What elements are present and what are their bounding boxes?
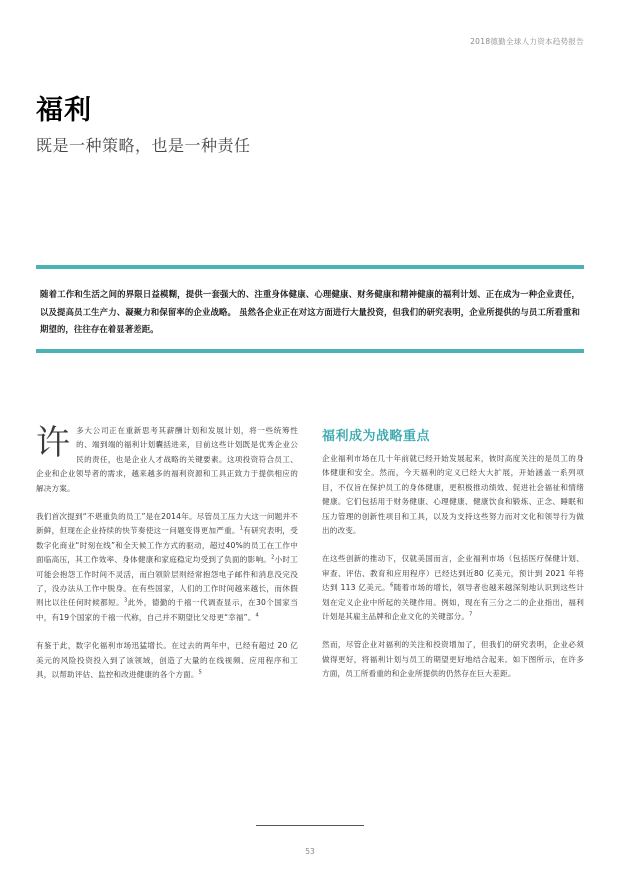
- page-number: 53: [305, 847, 315, 856]
- left-paragraph-3-text: 有鉴于此，数字化福利市场迅猛增长。在过去的两年中，已经有超过 20 亿美元的风险投资投入到了该领域，创造了大量的在线视频、应用程序和工具，以帮助评估、监控和改进健康的各个方面。: [36, 641, 298, 680]
- left-paragraph-2-part-d: 此外，德勤的千禧一代调查显示，在30个国家当中，有19个国家的千禧一代称，自己并不期望比父母更“幸福”。: [36, 598, 298, 622]
- section-heading: 福利成为战略重点: [322, 429, 431, 444]
- footer-divider: [256, 825, 364, 826]
- intro-callout: [36, 265, 584, 353]
- left-paragraph-2-part-a: 我们首次提到“不堪重负的员工”是在2014年。尽管员工压力大这一问题并不新鲜，但现在企业持续的快节奏使这一问题变得更加严重。: [36, 512, 298, 536]
- left-paragraph-2-part-c: 小时工可能会抱怨工作时间不灵活，而白领阶层则经常抱怨电子邮件和消息没完没了，没办法从工作中脱身。在有些国家，人们的工作时间越来越长，而休假则比以往任何时候都短。: [36, 555, 298, 608]
- footnote-ref-3: 3: [124, 597, 128, 604]
- right-paragraph-2-part-a: 在这些创新的推动下，仅就美国而言，企业福利市场（包括医疗保健计划、审查、评估、教育和应用程序）已经达到近80 亿美元，预计到 2021 年将达到 113 亿美元。: [322, 554, 584, 593]
- intro-text: 随着工作和生活之间的界限日益模糊，提供一套强大的、注重身体健康、心理健康、财务健康和精神健康的福利计划、正在成为一种企业责任，以及提高员工生产力、凝聚力和保留率的企业战略。 虽然各企业正在对这方面进行大量投资，但我们的研究表明，企业所提供的与员工所看重和期望的，往往存在着显著差距。: [40, 289, 580, 334]
- page-title: 福利: [36, 95, 92, 126]
- right-paragraph-1: 企业福利市场在几十年前就已经开始发展起来，彼时高度关注的是员工的身体健康和安全。然而，今天福利的定义已经大大扩展，开始涵盖一系列项目，不仅旨在保护员工的身体健康，更积极推动绩效、促进社会福祉和情绪健康。它们包括用于财务健康、心理健康、健康饮食和锻炼、正念、睡眠和压力管理的创新性项目和工具，以及为支持这些努力而对文化和领导行为做出的改变。: [322, 454, 584, 536]
- right-paragraph-2-part-b: 随着市场的增长，领导者也越来越深刻地认识到这些计划在定义企业中所起的关键作用。例如，现在有三分之二的企业指出，福利计划是其雇主品牌和企业文化的关键部分。: [322, 583, 584, 622]
- left-paragraph-2-part-b: 有研究表明，受数字化商业“时刻在线”和全天候工作方式的驱动，超过40%的员工在工作中面临高压，其工作效率、身体健康和家庭稳定均受到了负面的影响。: [36, 526, 298, 565]
- left-paragraph-1: [36, 424, 298, 496]
- right-paragraph-3: 然而，尽管企业对福利的关注和投资增加了，但我们的研究表明，企业必须做得更好，将福利计划与员工的期望更好地结合起来。如下图所示，在许多方面，员工所看重的和企业所提供的仍然存在巨大差距。: [322, 640, 584, 679]
- right-column: [322, 425, 584, 696]
- page-subtitle: 既是一种策略，也是一种责任: [36, 136, 251, 155]
- left-paragraph-1-text: 多大公司正在重新思考其薪酬计划和发展计划，将一些统筹性的、端到端的福利计划囊括进来，目前这些计划既是优秀企业公民的责任，也是企业人才战略的关键要素。这项投资符合员工、企业和企业领导者的需求，越来越多的福利资源和工具正致力于提供相应的解决方案。: [36, 426, 298, 493]
- left-paragraph-2: [36, 510, 298, 625]
- footnote-ref-6: 6: [390, 582, 394, 589]
- drop-cap: 许: [36, 423, 71, 463]
- footnote-ref-1: 1: [239, 525, 244, 532]
- footnote-ref-5: 5: [198, 669, 202, 676]
- footnote-ref-2: 2: [271, 554, 275, 561]
- left-column: [36, 424, 298, 697]
- footnote-ref-7: 7: [469, 611, 473, 618]
- running-header: 2018德勤全球人力资本趋势报告: [470, 37, 584, 46]
- footnote-ref-4: 4: [255, 612, 259, 619]
- left-paragraph-3: [36, 639, 298, 682]
- right-paragraph-2: [322, 552, 584, 624]
